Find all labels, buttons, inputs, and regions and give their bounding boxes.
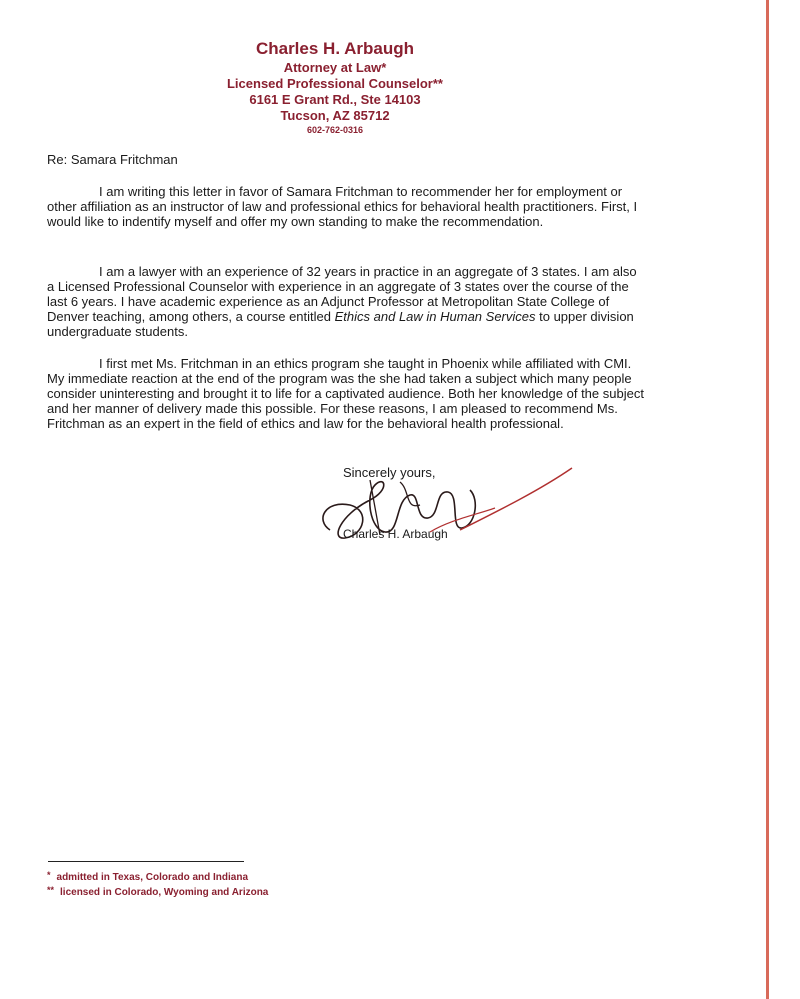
footnote-attorney xyxy=(47,870,248,883)
footnote-text: admitted in Texas, Colorado and Indiana xyxy=(56,872,249,883)
paragraph-recommendation: I first met Ms. Fritchman in an ethics program she taught in Phoenix while affiliated with CMI. My immediate reaction at the end of the program was the she had taken a subject which many people consider uninteresting and brought it to life for a captivated audience. Both her knowledge of the subject and her manner of delivery made this possible. For these reasons, I am pleased to recommend Ms. Fritchman as an expert in the field of ethics and law for the behavioral health professional. xyxy=(47,356,644,431)
letterhead xyxy=(210,38,460,136)
course-title: Ethics and Law in Human Services xyxy=(334,309,536,324)
signer-name: Charles H. Arbaugh xyxy=(343,527,448,541)
footnote-mark: ** xyxy=(47,885,55,895)
page-edge-line xyxy=(766,0,769,999)
footnote-text: licensed in Colorado, Wyoming and Arizona xyxy=(60,887,269,898)
footnote-counselor xyxy=(47,885,268,898)
letterhead-address-street: 6161 E Grant Rd., Ste 14103 xyxy=(249,92,421,107)
paragraph-intro: I am writing this letter in favor of Samara Fritchman to recommender her for employment or other affiliation as an instructor of law and professional ethics for behavioral health practitioners. First, I would like to indentify myself and offer my own standing to make the recommendation. xyxy=(47,184,638,229)
letterhead-address-city: Tucson, AZ 85712 xyxy=(280,108,390,123)
closing: Sincerely yours, xyxy=(343,465,436,480)
footnote-mark: * xyxy=(47,870,51,880)
letterhead-phone: 602-762-0316 xyxy=(306,125,364,135)
paragraph-credentials-text-a: I am a lawyer with an experience of 32 years in practice in an aggregate of 3 states. I am also a Licensed Professional Counselor with experience in an aggregate of 3 states over the course of the last 6 years. I have academic experience as an Adjunct Professor at Metropolitan State College of Denver teaching, among others, a course entitled xyxy=(47,264,637,324)
footnote-divider xyxy=(48,861,244,862)
letterhead-name: Charles H. Arbaugh xyxy=(255,39,415,58)
letterhead-title-attorney: Attorney at Law* xyxy=(283,60,387,75)
paragraph-credentials-text-b: to upper division undergraduate students. xyxy=(47,309,634,339)
re-line: Re: Samara Fritchman xyxy=(47,152,178,167)
letterhead-title-counselor: Licensed Professional Counselor** xyxy=(226,76,443,91)
paragraph-credentials xyxy=(47,264,647,339)
